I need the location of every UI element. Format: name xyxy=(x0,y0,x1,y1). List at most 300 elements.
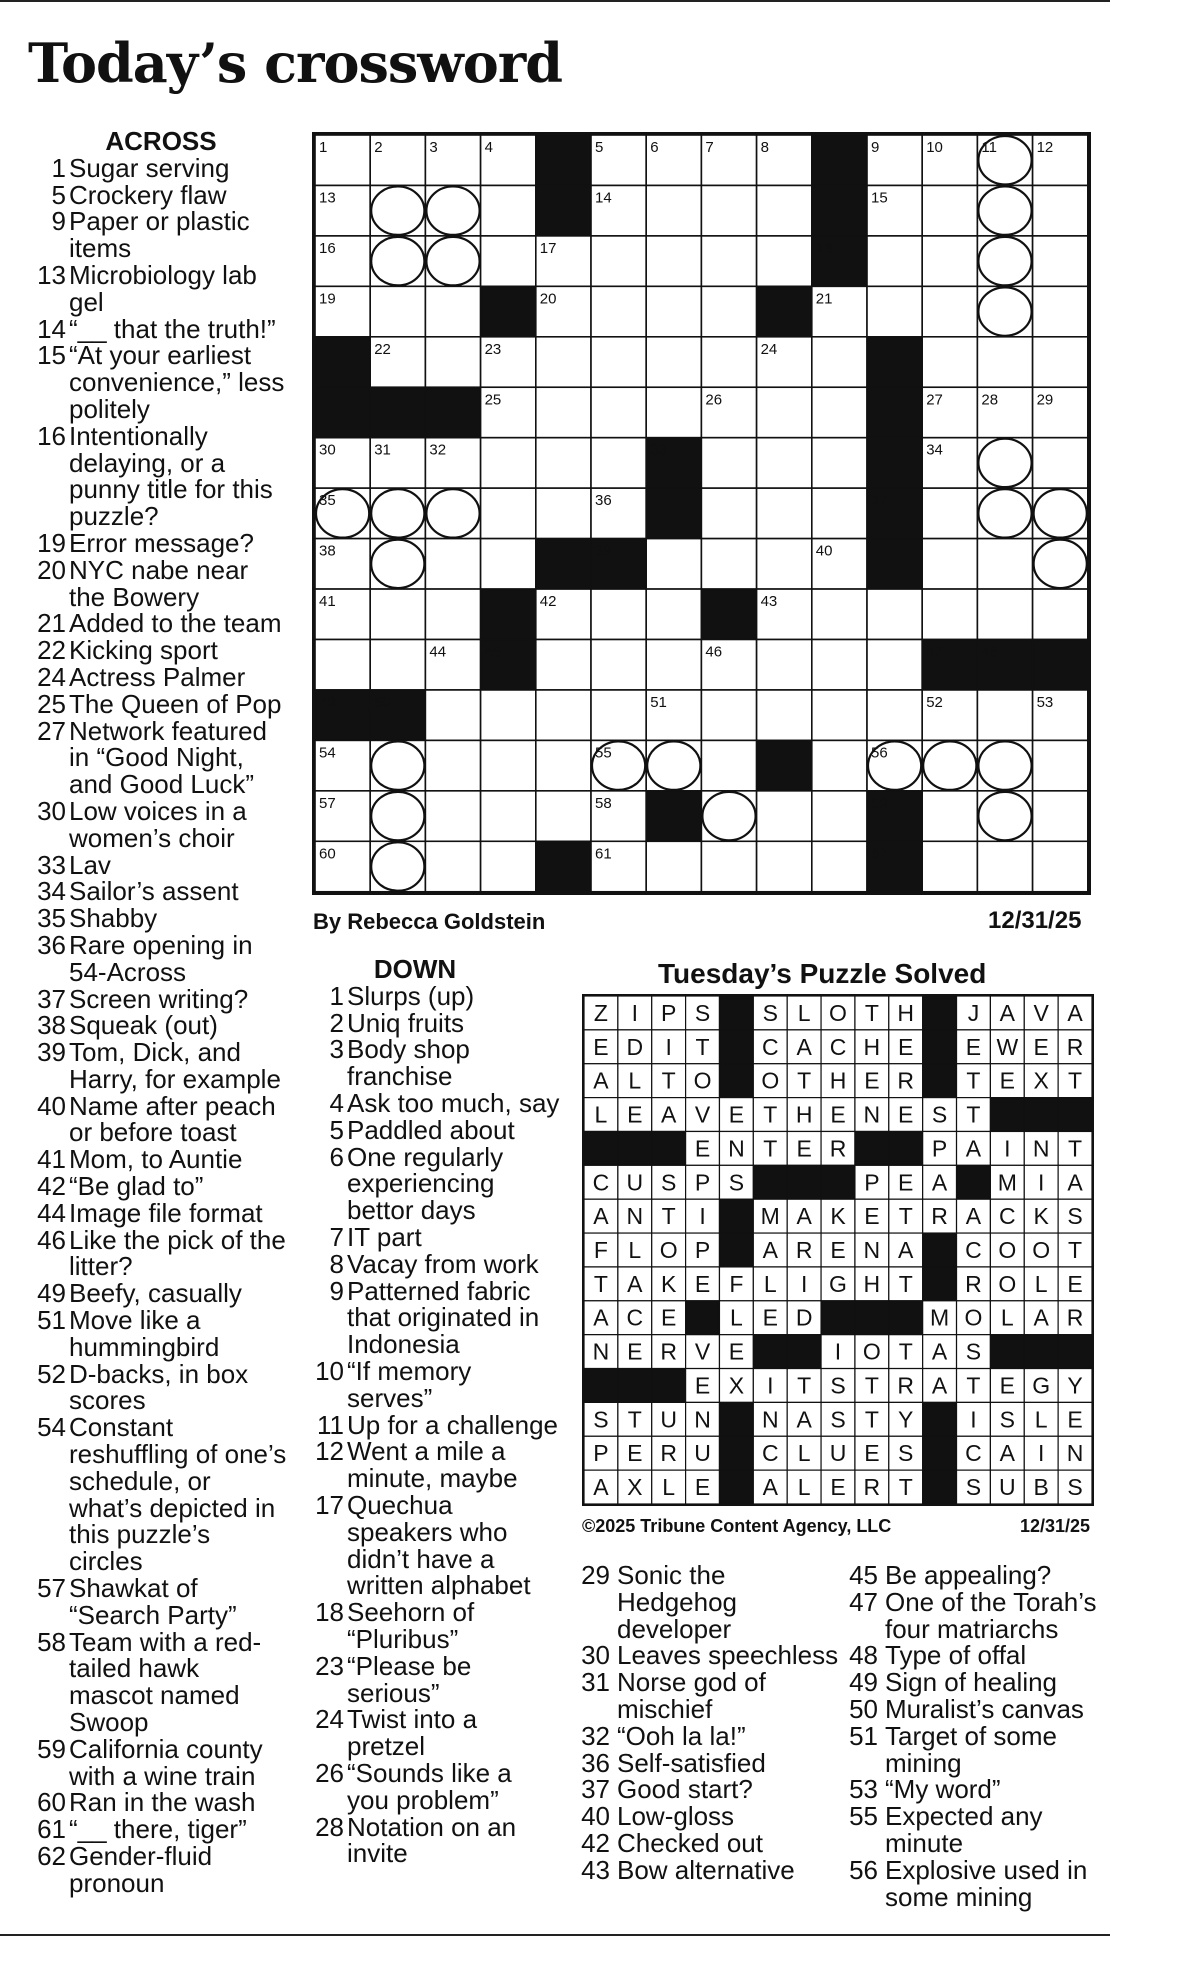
black-square xyxy=(481,286,536,336)
clue-text: Beefy, casually xyxy=(69,1278,242,1309)
solution-black-square xyxy=(1024,1098,1058,1132)
solution-letter: T xyxy=(864,1406,879,1433)
grid-cell[interactable] xyxy=(867,286,922,336)
clue-item xyxy=(580,1854,840,1885)
grid-cell[interactable] xyxy=(977,841,1032,891)
solution-letter: E xyxy=(898,1101,914,1128)
grid-cell[interactable] xyxy=(977,539,1032,589)
grid-cell[interactable] xyxy=(922,791,977,841)
grid-cell[interactable] xyxy=(591,337,646,387)
clue-number: 17 xyxy=(315,1489,344,1520)
clue-number: 4 xyxy=(329,1087,344,1118)
clue-number: 42 xyxy=(581,1827,610,1858)
grid-cell[interactable] xyxy=(757,841,812,891)
across-clues xyxy=(32,128,290,1897)
grid-cell[interactable] xyxy=(481,185,536,235)
grid-cell[interactable] xyxy=(646,539,701,589)
grid-cell[interactable] xyxy=(646,387,701,437)
solution-black-square xyxy=(719,1064,753,1098)
grid-cell[interactable] xyxy=(315,640,370,690)
clue-number: 58 xyxy=(37,1626,66,1657)
grid-cell[interactable] xyxy=(1033,286,1088,336)
grid-cell[interactable] xyxy=(867,236,922,286)
solution-letter: A xyxy=(1033,1304,1049,1331)
clue-number: 43 xyxy=(581,1854,610,1885)
grid-cell[interactable] xyxy=(425,337,480,387)
grid-cell[interactable] xyxy=(425,791,480,841)
grid-cell[interactable] xyxy=(977,690,1032,740)
grid-cell[interactable] xyxy=(481,438,536,488)
grid-cell[interactable] xyxy=(701,841,756,891)
clue-item xyxy=(580,1747,840,1778)
clue-item xyxy=(32,1733,290,1791)
clue-number: 37 xyxy=(37,983,66,1014)
grid-cell[interactable] xyxy=(536,488,591,538)
cell-number: 49 xyxy=(319,693,336,711)
clue-item xyxy=(32,1789,290,1816)
solution-letter: X xyxy=(627,1474,643,1501)
grid-cell[interactable] xyxy=(701,185,756,235)
grid-cell[interactable] xyxy=(425,740,480,790)
solution-letter: A xyxy=(593,1067,609,1094)
solution-black-square xyxy=(787,1165,821,1199)
grid-cell[interactable] xyxy=(370,640,425,690)
grid-cell[interactable] xyxy=(536,438,591,488)
clue-text: Constant reshuffling of one’s schedule, or what’s depicted in this puzzle’s circles xyxy=(69,1412,287,1577)
clue-number: 60 xyxy=(37,1787,66,1818)
grid-cell[interactable] xyxy=(757,640,812,690)
grid-cell[interactable] xyxy=(370,589,425,639)
down-clues-cont-1 xyxy=(580,1562,840,1884)
grid-cell[interactable] xyxy=(701,337,756,387)
clue-number: 62 xyxy=(37,1841,66,1871)
grid-cell[interactable] xyxy=(591,640,646,690)
grid-cell[interactable] xyxy=(757,185,812,235)
clue-number: 13 xyxy=(37,259,66,290)
clue-text: Gender-fluid pronoun xyxy=(69,1841,213,1898)
clue-text: Rare opening in 54-Across xyxy=(69,929,253,987)
solution-letter: D xyxy=(795,1304,813,1331)
solution-black-square xyxy=(821,1165,855,1199)
solution-letter: L xyxy=(763,1270,777,1297)
solution-letter: N xyxy=(761,1406,779,1433)
grid-cell[interactable] xyxy=(701,690,756,740)
clue-item xyxy=(32,1414,290,1575)
black-square xyxy=(757,740,812,790)
solution-letter: E xyxy=(593,1033,609,1060)
solution-letter: W xyxy=(996,1033,1019,1060)
black-square xyxy=(701,589,756,639)
clue-item xyxy=(32,1197,290,1228)
solution-letter: Y xyxy=(1067,1372,1083,1399)
solution-letter: B xyxy=(1033,1474,1049,1501)
clue-text: Kicking sport xyxy=(69,635,218,666)
grid-cell[interactable] xyxy=(1033,438,1088,488)
clue-item xyxy=(32,420,290,532)
solution-letter: I xyxy=(834,1338,842,1365)
grid-cell[interactable] xyxy=(646,185,701,235)
clue-text: Norse god of mischief xyxy=(617,1667,766,1724)
grid-cell[interactable] xyxy=(812,488,867,538)
solution-letter: E xyxy=(694,1372,711,1399)
cell-number: 38 xyxy=(319,542,336,560)
grid-cell[interactable] xyxy=(591,387,646,437)
solution-letter: R xyxy=(1066,1304,1084,1331)
grid-cell[interactable] xyxy=(812,740,867,790)
black-square xyxy=(867,337,922,387)
black-square xyxy=(536,841,591,891)
clue-number: 55 xyxy=(849,1801,878,1832)
grid-cell[interactable] xyxy=(591,286,646,336)
cell-number: 3 xyxy=(429,139,438,156)
solution-letter: P xyxy=(694,1237,711,1263)
solution-letter: R xyxy=(660,1440,677,1467)
solution-letter: E xyxy=(864,1440,880,1467)
solution-letter: I xyxy=(800,1270,808,1297)
top-rule xyxy=(0,0,1110,2)
cell-number: 42 xyxy=(539,593,557,611)
copyright: ©2025 Tribune Content Agency, LLC xyxy=(582,1516,892,1536)
clue-item xyxy=(32,313,290,344)
cell-number: 29 xyxy=(1036,391,1054,409)
clue-item xyxy=(32,610,290,637)
grid-cell[interactable] xyxy=(922,539,977,589)
grid-cell[interactable] xyxy=(591,236,646,286)
clue-text: Checked out xyxy=(617,1827,763,1858)
clue-number: 6 xyxy=(329,1141,344,1172)
grid-cell[interactable] xyxy=(536,791,591,841)
solution-letter: A xyxy=(898,1237,914,1263)
cell-number: 50 xyxy=(374,693,391,711)
solution-letter: P xyxy=(864,1169,880,1196)
grid-cell[interactable] xyxy=(646,286,701,336)
solution-letter: G xyxy=(1032,1372,1051,1399)
clue-text: Team with a red-tailed hawk mascot named Swoop xyxy=(69,1626,262,1738)
grid-cell[interactable] xyxy=(812,690,867,740)
grid-cell[interactable] xyxy=(977,337,1032,387)
cell-number: 12 xyxy=(1036,139,1054,156)
grid-cell[interactable] xyxy=(1033,337,1088,387)
solution-letter: L xyxy=(628,1237,642,1263)
grid-cell[interactable] xyxy=(757,236,812,286)
clue-item xyxy=(32,152,290,183)
grid-cell[interactable] xyxy=(757,791,812,841)
grid-cell[interactable] xyxy=(757,539,812,589)
clue-item xyxy=(32,179,290,210)
solution-letter: E xyxy=(864,1203,880,1230)
grid-cell[interactable] xyxy=(812,337,867,387)
solution-letter: I xyxy=(1004,1135,1011,1162)
cell-number: 58 xyxy=(595,794,612,812)
solution-letter: O xyxy=(998,1237,1017,1263)
solution-letter: A xyxy=(627,1270,643,1297)
grid-cell[interactable] xyxy=(646,236,701,286)
grid-cell[interactable] xyxy=(591,438,646,488)
solution-grid xyxy=(582,994,1094,1506)
clue-item xyxy=(32,715,290,800)
clue-text: “Be glad to” xyxy=(69,1171,204,1202)
cell-number: 2 xyxy=(374,139,383,156)
clue-item xyxy=(310,1248,560,1279)
clue-number: 57 xyxy=(37,1573,66,1604)
clue-item xyxy=(32,1843,290,1897)
grid-cell[interactable] xyxy=(922,286,977,336)
grid-cell[interactable] xyxy=(536,740,591,790)
grid-cell[interactable] xyxy=(481,539,536,589)
solution-letter: L xyxy=(797,1440,811,1467)
clue-number: 49 xyxy=(849,1667,878,1698)
grid-cell[interactable] xyxy=(536,640,591,690)
black-square xyxy=(867,387,922,437)
grid-cell[interactable] xyxy=(701,488,756,538)
solution-letter: O xyxy=(964,1304,983,1331)
grid-cell[interactable] xyxy=(425,841,480,891)
cell-number: 19 xyxy=(319,290,336,308)
solution-letter: E xyxy=(694,1474,711,1501)
grid-cell[interactable] xyxy=(922,337,977,387)
solution-letter: T xyxy=(627,1406,642,1433)
cell-number: 10 xyxy=(926,139,943,156)
solution-letter: E xyxy=(762,1304,778,1331)
grid-cell[interactable] xyxy=(591,690,646,740)
clue-text: Sugar serving xyxy=(69,152,230,183)
solution-letter: I xyxy=(1038,1440,1045,1467)
solution-letter: S xyxy=(1067,1203,1083,1230)
solution-letter: L xyxy=(628,1067,642,1094)
grid-cell[interactable] xyxy=(867,640,922,690)
grid-cell[interactable] xyxy=(1033,185,1088,235)
clue-number: 56 xyxy=(849,1854,878,1885)
clue-item xyxy=(32,661,290,692)
clue-item xyxy=(580,1776,840,1803)
solution-letter: A xyxy=(593,1304,609,1331)
clue-text: Paddled about xyxy=(347,1114,515,1145)
grid-cell[interactable] xyxy=(481,740,536,790)
grid-cell[interactable] xyxy=(922,488,977,538)
solution-letter: X xyxy=(728,1372,745,1399)
grid-cell[interactable] xyxy=(481,236,536,286)
grid-cell[interactable] xyxy=(757,387,812,437)
grid-cell[interactable] xyxy=(757,690,812,740)
grid-cell[interactable] xyxy=(646,337,701,387)
solution-letter: H xyxy=(863,1033,881,1060)
solution-letter: N xyxy=(1032,1135,1050,1162)
solution-letter: T xyxy=(763,1135,778,1162)
grid-cell[interactable] xyxy=(812,640,867,690)
grid-cell[interactable] xyxy=(591,589,646,639)
clue-item xyxy=(310,1438,560,1492)
solution-black-square xyxy=(957,1165,991,1199)
grid-cell[interactable] xyxy=(701,438,756,488)
solution-letter: U xyxy=(829,1440,847,1467)
grid-cell[interactable] xyxy=(425,539,480,589)
black-square xyxy=(370,387,425,437)
cell-number: 32 xyxy=(429,441,447,459)
grid-cell[interactable] xyxy=(812,387,867,437)
clue-number: 45 xyxy=(849,1560,878,1590)
solution-letter: O xyxy=(1032,1237,1051,1263)
clue-number: 61 xyxy=(37,1814,66,1845)
grid-cell[interactable] xyxy=(812,589,867,639)
grid-cell[interactable] xyxy=(812,438,867,488)
clue-item xyxy=(848,1803,1110,1857)
clue-item xyxy=(310,1007,560,1038)
solution-letter: L xyxy=(594,1101,608,1128)
clue-number: 33 xyxy=(37,849,66,880)
black-square xyxy=(481,589,536,639)
solution-letter: A xyxy=(796,1406,812,1433)
grid-cell[interactable] xyxy=(481,488,536,538)
grid-cell[interactable] xyxy=(757,438,812,488)
grid-cell[interactable] xyxy=(481,690,536,740)
solution-letter: V xyxy=(694,1101,711,1128)
solution-letter: R xyxy=(660,1338,677,1365)
clue-text: IT part xyxy=(347,1221,422,1252)
clue-number: 40 xyxy=(581,1801,610,1832)
grid-cell[interactable] xyxy=(701,236,756,286)
grid-cell[interactable] xyxy=(701,539,756,589)
clue-number: 47 xyxy=(849,1586,878,1617)
clue-number: 38 xyxy=(37,1010,66,1041)
clue-text: Self-satisfied xyxy=(617,1747,766,1778)
grid-cell[interactable] xyxy=(867,690,922,740)
grid-cell[interactable] xyxy=(646,640,701,690)
grid-cell[interactable] xyxy=(536,387,591,437)
cell-number: 30 xyxy=(319,441,336,459)
grid-cell[interactable] xyxy=(922,589,977,639)
clue-item xyxy=(310,1087,560,1118)
clue-number: 2 xyxy=(329,1007,344,1038)
solution-letter: O xyxy=(998,1270,1017,1297)
clue-item xyxy=(848,1642,1110,1669)
grid-cell[interactable] xyxy=(370,286,425,336)
solution-letter: E xyxy=(660,1304,677,1331)
clue-text: Be appealing? xyxy=(885,1560,1052,1590)
clue-item xyxy=(310,1221,560,1252)
grid-cell[interactable] xyxy=(1033,740,1088,790)
solution-black-square xyxy=(821,1301,855,1335)
clue-text: Seehorn of “Pluribus” xyxy=(347,1597,475,1654)
clue-text: One of the Torah’s four matriarchs xyxy=(885,1586,1097,1644)
grid-cell[interactable] xyxy=(867,589,922,639)
solution-letter: I xyxy=(699,1203,706,1230)
clue-number: 53 xyxy=(849,1774,878,1805)
grid-cell[interactable] xyxy=(536,337,591,387)
clue-item xyxy=(580,1827,840,1858)
clue-text: “__ there, tiger” xyxy=(69,1814,247,1845)
clue-item xyxy=(32,795,290,853)
down-clues-cont-2 xyxy=(848,1562,1110,1910)
solution-letter: S xyxy=(965,1474,982,1501)
grid-cell[interactable] xyxy=(922,236,977,286)
grid-cell[interactable] xyxy=(536,690,591,740)
grid-cell[interactable] xyxy=(701,286,756,336)
solution-letter: S xyxy=(999,1406,1016,1433)
solution-letter: S xyxy=(593,1406,609,1433)
black-square xyxy=(315,387,370,437)
solution-letter: I xyxy=(1038,1169,1045,1196)
clue-text: Sign of healing xyxy=(885,1667,1058,1698)
solution-letter: O xyxy=(693,1067,712,1094)
solution-letter: C xyxy=(999,1203,1016,1230)
cell-number: 8 xyxy=(760,139,769,156)
grid-cell[interactable] xyxy=(425,286,480,336)
grid-cell[interactable] xyxy=(1033,236,1088,286)
down-header: DOWN xyxy=(373,954,457,984)
grid-cell[interactable] xyxy=(812,791,867,841)
clue-text: Ran in the wash xyxy=(69,1787,256,1818)
clue-item xyxy=(32,688,290,719)
across-header: ACROSS xyxy=(105,126,217,156)
grid-cell[interactable] xyxy=(1033,589,1088,639)
clue-number: 41 xyxy=(37,1144,66,1175)
grid-cell[interactable] xyxy=(922,185,977,235)
solution-letter: O xyxy=(761,1067,780,1094)
clue-text: Patterned fabric that originated in Indonesia xyxy=(347,1275,540,1360)
grid-cell[interactable] xyxy=(1033,791,1088,841)
clue-number: 49 xyxy=(37,1278,66,1309)
solution-black-square xyxy=(719,996,753,1030)
solution-letter: N xyxy=(863,1101,881,1128)
clue-item xyxy=(32,878,290,905)
clue-text: California county with a wine train xyxy=(69,1733,263,1791)
solution-letter: R xyxy=(897,1067,915,1094)
cell-number: 27 xyxy=(926,391,943,409)
clue-item xyxy=(310,1275,560,1360)
grid-cell[interactable] xyxy=(481,841,536,891)
grid-cell[interactable] xyxy=(646,841,701,891)
grid-cell[interactable] xyxy=(757,488,812,538)
grid-cell[interactable] xyxy=(646,589,701,639)
grid-cell[interactable] xyxy=(1033,841,1088,891)
clue-item xyxy=(580,1803,840,1830)
clue-text: Slurps (up) xyxy=(347,980,475,1011)
cell-number: 15 xyxy=(871,189,888,207)
solution-letter: E xyxy=(999,1067,1016,1094)
cell-number: 46 xyxy=(705,643,723,661)
clue-number: 16 xyxy=(37,420,66,451)
clue-text: Expected any minute xyxy=(885,1801,1043,1858)
clue-item xyxy=(848,1586,1110,1644)
black-square xyxy=(757,286,812,336)
grid-cell[interactable] xyxy=(922,841,977,891)
solution-letter: T xyxy=(898,1474,913,1501)
cell-number: 47 xyxy=(926,643,943,661)
grid-cell[interactable] xyxy=(977,589,1032,639)
solution-letter: N xyxy=(694,1406,711,1433)
solution-black-square xyxy=(719,1030,753,1064)
clue-number: 36 xyxy=(581,1747,610,1778)
solution-letter: R xyxy=(965,1270,982,1297)
grid-cell[interactable] xyxy=(425,690,480,740)
solution-letter: A xyxy=(593,1474,609,1501)
grid-cell[interactable] xyxy=(425,589,480,639)
grid-cell[interactable] xyxy=(481,791,536,841)
clue-text: Uniq fruits xyxy=(347,1007,465,1038)
solution-letter: E xyxy=(627,1338,643,1365)
solution-letter: I xyxy=(665,1033,672,1060)
puzzle-date: 12/31/25 xyxy=(988,907,1082,934)
crossword-grid[interactable] xyxy=(312,132,1091,895)
grid-cell[interactable] xyxy=(701,740,756,790)
clue-item xyxy=(32,905,290,932)
solution-letter: N xyxy=(626,1203,644,1230)
clue-number: 31 xyxy=(581,1667,610,1698)
solution-black-square xyxy=(753,1165,787,1199)
clue-number: 29 xyxy=(581,1560,610,1590)
grid-cell[interactable] xyxy=(812,841,867,891)
solution-black-square xyxy=(923,1470,957,1504)
